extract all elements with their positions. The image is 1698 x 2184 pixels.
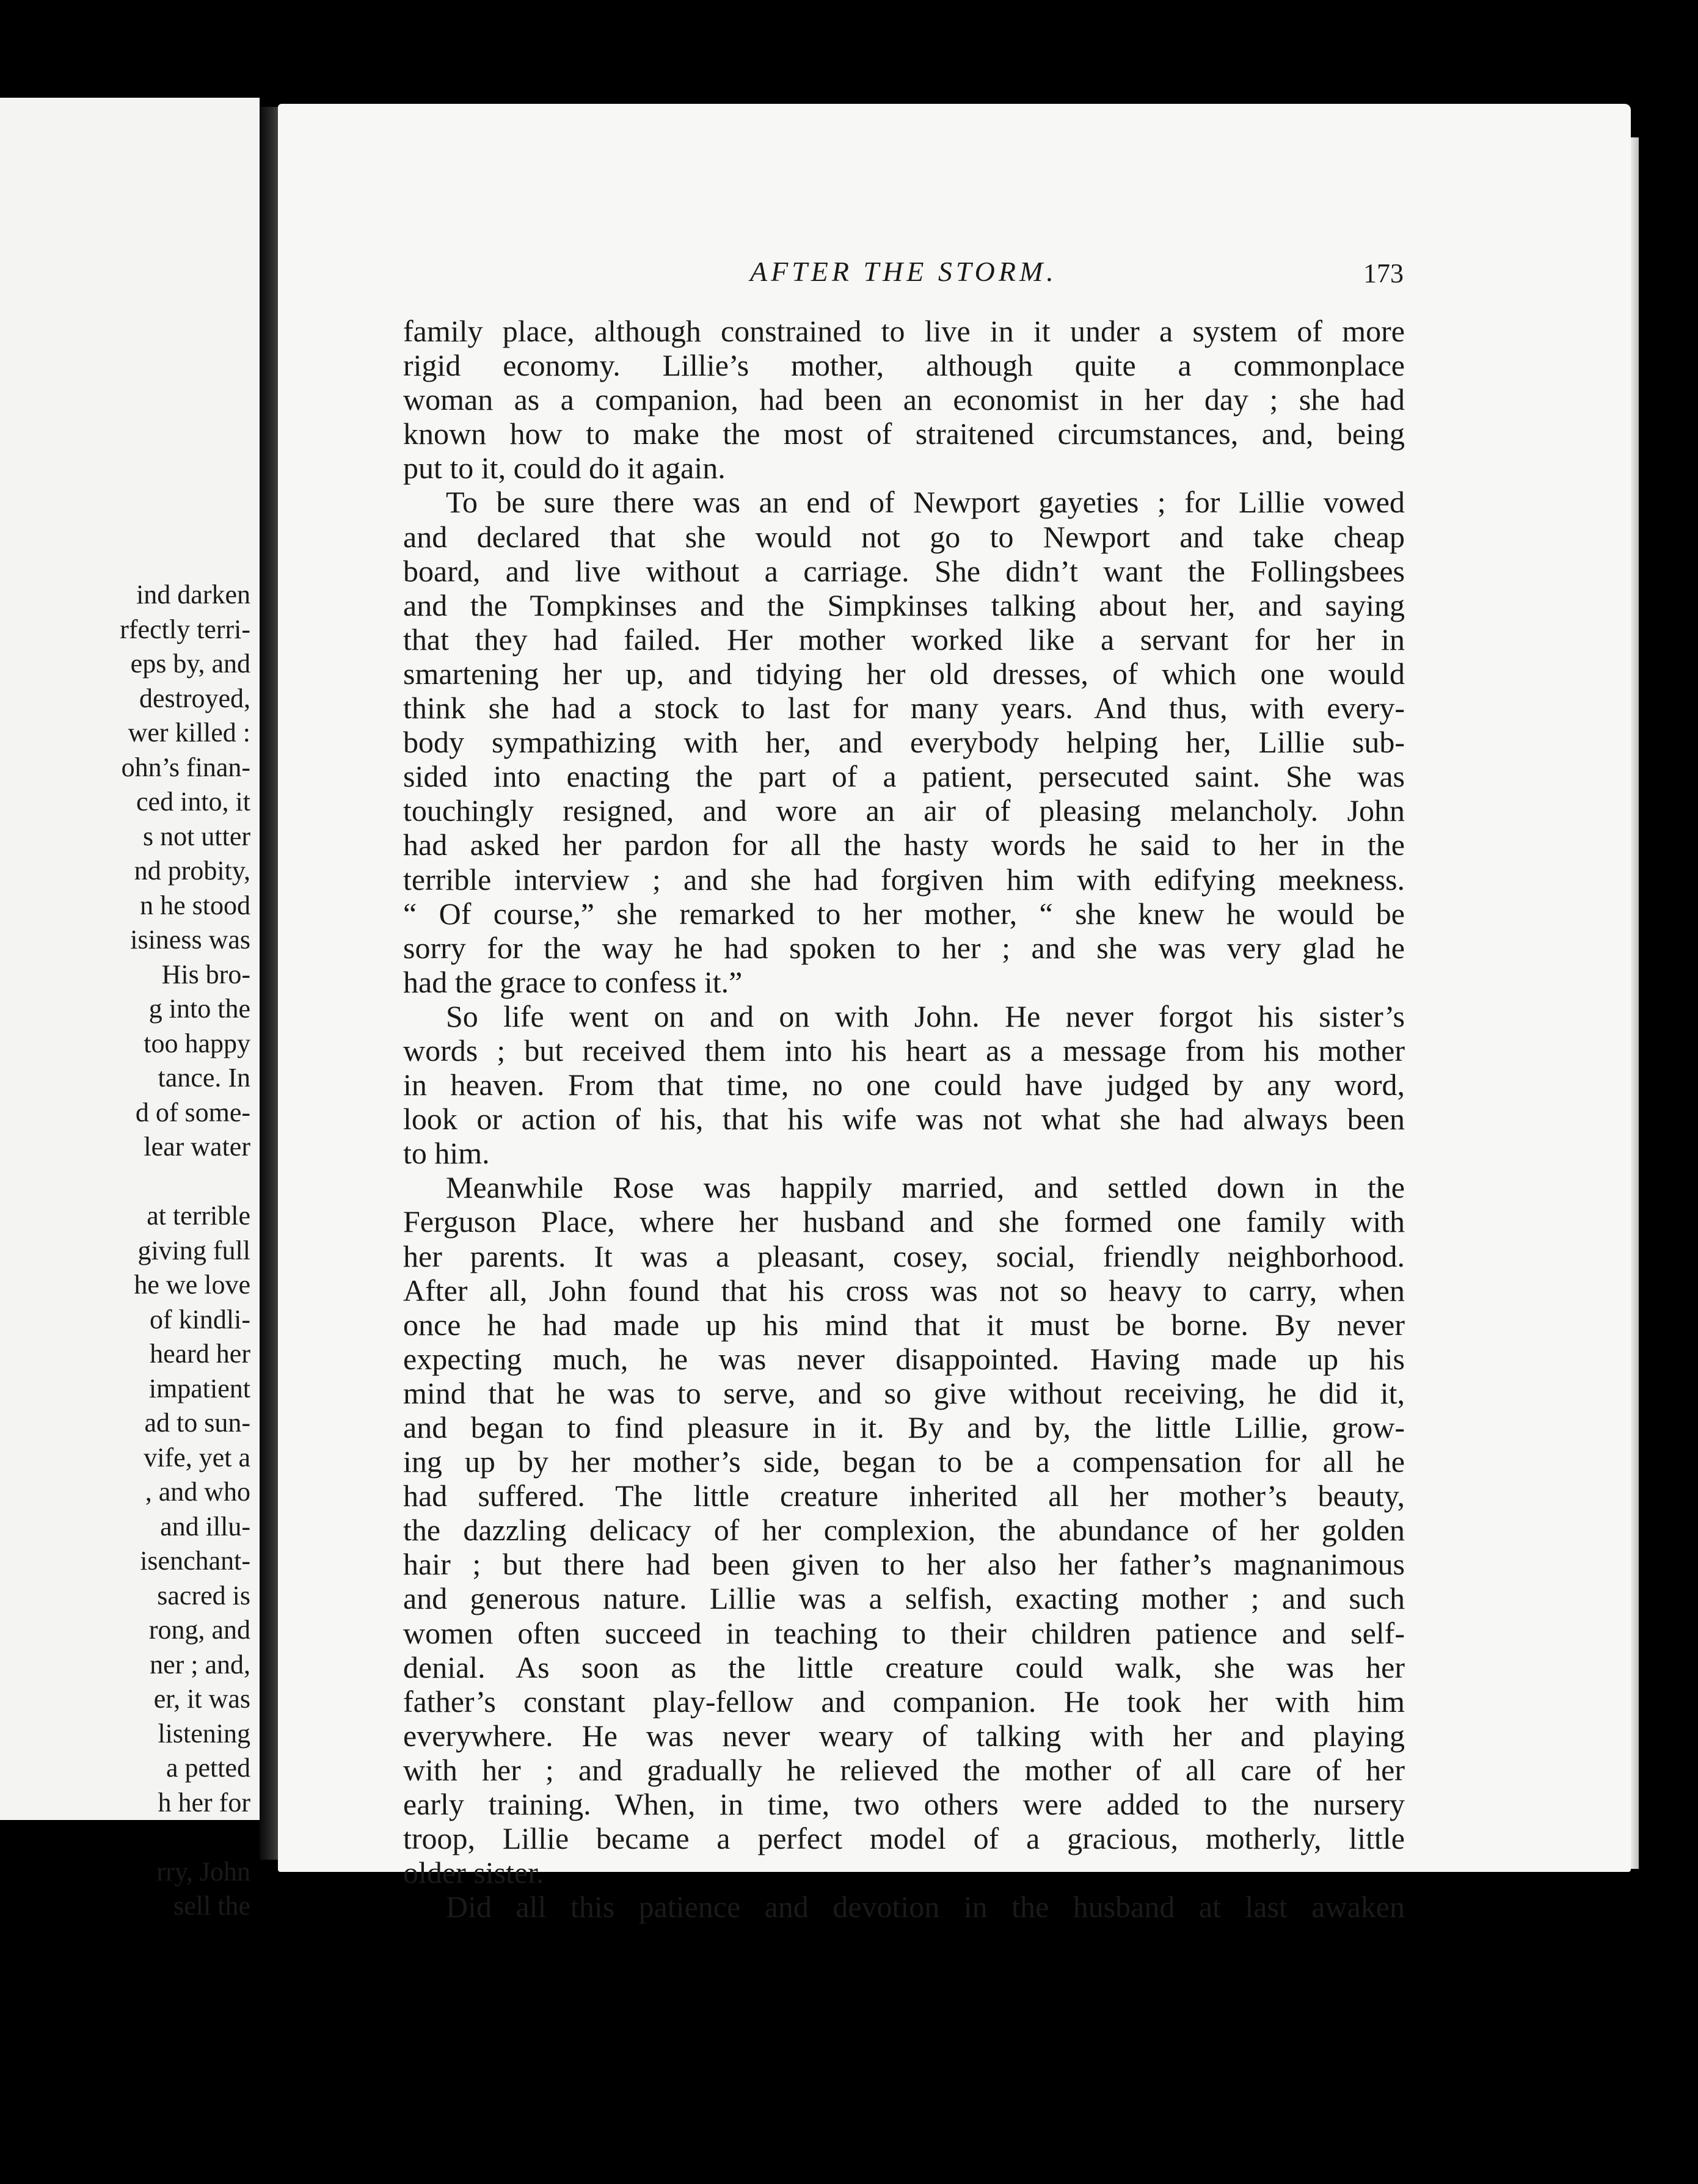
text-line: women often succeed in teaching to their children patience and self- [403, 1615, 1405, 1650]
text-line: board, and live without a carriage. She didn’t want the Follingsbees [403, 553, 1405, 588]
text-line: smartening her up, and tidying her old dresses, of which one would [403, 656, 1405, 691]
facing-page-line: s not utter [143, 821, 250, 851]
facing-page-line: impatient [148, 1373, 250, 1403]
text-line: put to it, could do it again. [403, 451, 726, 486]
facing-page-line [0, 1820, 250, 1855]
facing-page-line: rong, and [148, 1615, 250, 1645]
facing-page-line: eps by, and [130, 649, 250, 679]
text-line: to him. [403, 1136, 490, 1171]
facing-page-line: g into the [148, 994, 250, 1024]
text-line: older sister. [403, 1855, 544, 1890]
text-line: words ; but received them into his heart as a message from his mother [403, 1033, 1405, 1068]
text-line: her parents. It was a pleasant, cosey, social, friendly neighborhood. [403, 1239, 1405, 1273]
text-line: hair ; but there had been given to her also her father’s magnanimous [403, 1547, 1405, 1582]
facing-page-line: ner ; and, [150, 1649, 250, 1680]
text-line: and declared that she would not go to Newport and take cheap [403, 519, 1405, 554]
text-line: think she had a stock to last for many years. And thus, with every- [403, 691, 1405, 726]
facing-page-line: , and who [145, 1477, 250, 1507]
facing-page-line: lear water [144, 1132, 250, 1162]
facing-page-line: n he stood [140, 890, 250, 920]
facing-page-text [0, 578, 250, 1924]
facing-page-line: nd probity, [134, 856, 250, 886]
facing-page-line: ced into, it [136, 787, 250, 817]
facing-page-line: a petted [166, 1753, 250, 1783]
text-line: look or action of his, that his wife was not what she had always been [403, 1102, 1405, 1137]
text-line: expecting much, he was never disappointed. Having made up his [403, 1341, 1405, 1376]
facing-page-line: he we love [134, 1270, 250, 1300]
facing-page-line: h her for [158, 1787, 250, 1818]
text-line: father’s constant play-fellow and companion. He took her with him [403, 1684, 1405, 1719]
facing-page-line: destroyed, [139, 683, 250, 713]
facing-page-line: at terrible [147, 1201, 250, 1231]
facing-page-line: er, it was [153, 1684, 250, 1714]
facing-page-line [0, 1165, 250, 1199]
text-line: terrible interview ; and she had forgiven him with edifying meekness. [403, 862, 1405, 897]
text-line: “ Of course,” she remarked to her mother, “ she knew he would be [403, 896, 1405, 931]
facing-page-line: vife, yet a [144, 1442, 250, 1472]
text-line: once he had made up his mind that it must be borne. By never [403, 1307, 1405, 1342]
facing-page-line: rry, John [156, 1856, 250, 1887]
facing-page-line: listening [158, 1718, 250, 1749]
facing-page-line: sacred is [157, 1580, 250, 1611]
text-line: rigid economy. Lillie’s mother, although quite a commonplace [403, 348, 1405, 383]
facing-page-line: rfectly terri- [120, 614, 250, 644]
facing-page-line: ind darken [136, 580, 250, 610]
text-line: denial. As soon as the little creature could walk, she was her [403, 1650, 1405, 1684]
text-line: that they had failed. Her mother worked like a servant for her in [403, 622, 1405, 657]
text-line: early training. When, in time, two others were added to the nursery [403, 1787, 1405, 1822]
text-line: and began to find pleasure in it. By and by, the little Lillie, grow- [403, 1410, 1405, 1444]
text-line: After all, John found that his cross was not so heavy to carry, when [403, 1273, 1405, 1308]
facing-page-line: heard her [150, 1339, 250, 1369]
facing-page-line: tance. In [158, 1063, 250, 1093]
text-line: in heaven. From that time, no one could have judged by any word, [403, 1068, 1405, 1102]
text-line: and generous nature. Lillie was a selfish, exacting mother ; and such [403, 1581, 1405, 1616]
facing-page-line: ad to sun- [144, 1408, 250, 1438]
text-line: Ferguson Place, where her husband and she formed one family with [403, 1204, 1405, 1239]
facing-page-line: ohn’s finan- [121, 752, 250, 782]
text-line: had the grace to confess it.” [403, 964, 743, 999]
facing-page-line: isenchant- [140, 1546, 250, 1576]
facing-page-fragment [0, 98, 260, 1921]
facing-page-line: of kindli- [150, 1304, 250, 1334]
facing-page-line: giving full [137, 1235, 250, 1265]
text-line: touchingly resigned, and wore an air of pleasing melancholy. John [403, 793, 1405, 828]
text-line: Did all this patience and devotion in the husband at last awaken [446, 1890, 1405, 1924]
text-line: the dazzling delicacy of her complexion, the abundance of her golden [403, 1513, 1405, 1548]
text-line: troop, Lillie became a perfect model of a gracious, motherly, little [403, 1821, 1405, 1856]
facing-page-line: isiness was [130, 925, 250, 955]
running-head: AFTER THE STORM. [750, 256, 1057, 287]
text-line: Meanwhile Rose was happily married, and settled down in the [446, 1170, 1405, 1205]
text-line: sorry for the way he had spoken to her ; and she was very glad he [403, 930, 1405, 965]
text-line: and the Tompkinses and the Simpkinses talking about her, and saying [403, 588, 1405, 622]
text-line: woman as a companion, had been an economist in her day ; she had [403, 382, 1405, 417]
text-line: To be sure there was an end of Newport gayeties ; for Lillie vowed [446, 485, 1405, 520]
text-line: with her ; and gradually he relieved the mother of all care of her [403, 1752, 1405, 1787]
text-line: known how to make the most of straitened circumstances, and, being [403, 417, 1405, 451]
facing-page-line: wer killed : [128, 718, 250, 748]
text-line: everywhere. He was never weary of talking with her and playing [403, 1718, 1405, 1753]
facing-page-line: and illu- [160, 1511, 250, 1542]
text-line: ing up by her mother’s side, began to be a compensation for all he [403, 1444, 1405, 1479]
page-number: 173 [1363, 258, 1404, 288]
facing-page-line: sell the [173, 1891, 250, 1921]
text-line: body sympathizing with her, and everybody helping her, Lillie sub- [403, 725, 1405, 760]
facing-page-line: d of some- [135, 1097, 250, 1127]
page-body-text [403, 314, 1405, 1924]
text-line: mind that he was to serve, and so give without receiving, he did it, [403, 1375, 1405, 1410]
text-line: had asked her pardon for all the hasty words he said to her in the [403, 828, 1405, 862]
text-line: had suffered. The little creature inherited all her mother’s beauty, [403, 1479, 1405, 1513]
facing-page-line: His bro- [161, 959, 250, 989]
facing-page-line: too happy [144, 1028, 250, 1058]
text-line: family place, although constrained to live in it under a system of more [403, 314, 1405, 348]
text-line: So life went on and on with John. He never forgot his sister’s [446, 999, 1405, 1033]
text-line: sided into enacting the part of a patient, persecuted saint. She was [403, 759, 1405, 794]
